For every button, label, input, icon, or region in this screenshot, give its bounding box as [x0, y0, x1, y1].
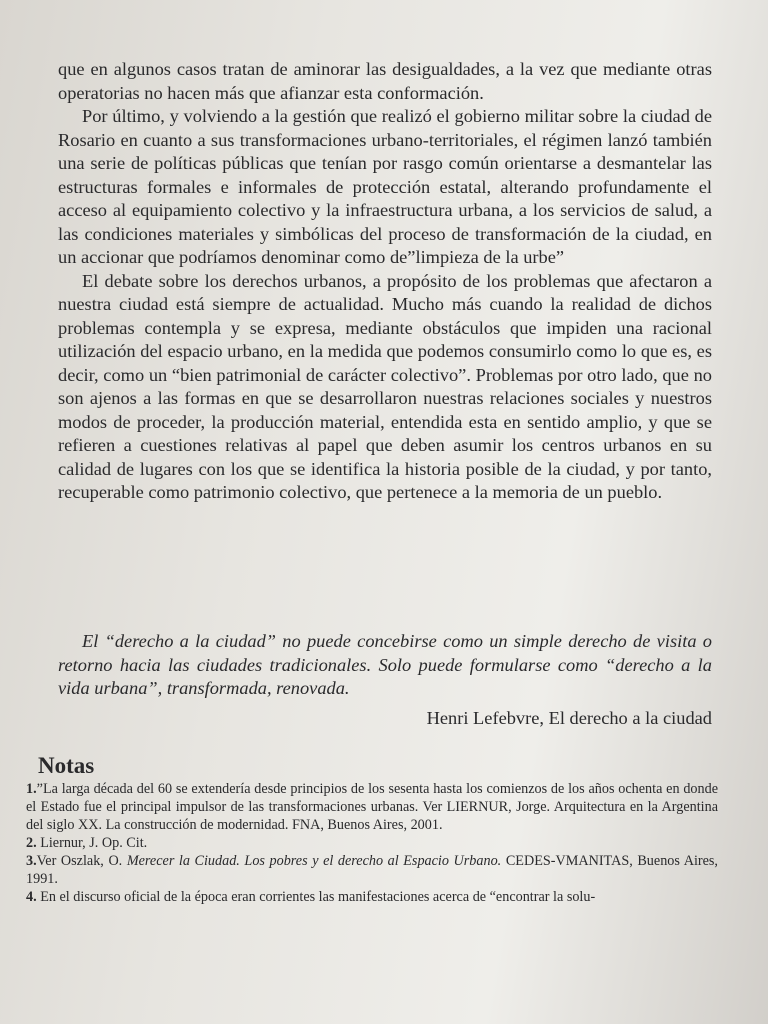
note-text: ”La larga década del 60 se extendería desde principios de los sesenta hasta los comienzos de los años ochenta en donde el Estado fue el principal impulsor de las transformaciones urbanas. Ver LIERNUR, Jorge. Arquitectura en la Argentina del siglo XX. La construcción de modernidad. FNA, Buenos Aires, 2001.	[26, 781, 718, 833]
note-text: Liernur, J. Op. Cit.	[36, 835, 148, 851]
quote-attribution: Henri Lefebvre, El derecho a la ciudad	[426, 708, 712, 728]
note-3	[26, 852, 718, 888]
notes-list	[26, 780, 718, 906]
paragraph-2: Por último, y volviendo a la gestión que realizó el gobierno militar sobre la ciudad de Rosario en cuanto a sus transformaciones urbano-territoriales, el régimen lanzó también una serie de políticas públicas que tenían por rasgo común orientarse a desmantelar las estructuras formales e informales de protección estatal, alterando profundamente el acceso al equipamiento colectivo y la infraestructura urbana, a los servicios de salud, a las condiciones materiales y simbólicas del proceso de transformación de la ciudad, en un accionar que podríamos denominar como de”limpieza de la urbe”	[58, 106, 712, 267]
note-text-end: CEDES-VMANITAS, Buenos Aires, 1991.	[26, 853, 718, 887]
body-text	[58, 58, 712, 505]
note-number: 4.	[26, 889, 37, 905]
quote-text: El “derecho a la ciudad” no puede concebirse como un simple derecho de visita o retorno hacia las ciudades tradicionales. Solo puede formularse como “derecho a la vida urbana”, transformada, renovada.	[58, 631, 712, 698]
note-number: 3.	[26, 853, 37, 869]
note-2	[26, 834, 718, 852]
note-number: 2.	[26, 835, 37, 851]
notes-title: Notas	[38, 753, 95, 778]
paragraph-3: El debate sobre los derechos urbanos, a propósito de los problemas que afectaron a nuestra ciudad está siempre de actualidad. Mucho más cuando la realidad de dichos problemas contempla y se expresa, mediante obstáculos que impiden una racional utilización del espacio urbano, en la medida que podemos consumirlo como lo que es, es decir, como un “bien patrimonial de carácter colectivo”. Problemas por otro lado, que no son ajenos a las formas en que se desarrollaron nuestras relaciones sociales y nuestros modos de proceder, la producción material, entendida esta en sentido amplio, y que se refieren a cuestiones relativas al papel que deben asumir los centros urbanos en su calidad de lugares con los que se identifica la historia posible de la ciudad, y por tanto, recuperable como patrimonio colectivo, que pertenece a la memoria de un pueblo.	[58, 270, 712, 502]
note-italic-title: Merecer la Ciudad. Los pobres y el derecho al Espacio Urbano.	[126, 853, 502, 869]
paragraph-1: que en algunos casos tratan de aminorar las desigualdades, a la vez que mediante otras operatorias no hacen más que afianzar esta conformación.	[58, 59, 712, 103]
epigraph-quote	[58, 630, 712, 701]
note-text: Ver Oszlak, O.	[36, 853, 127, 869]
note-4	[26, 888, 718, 906]
note-text: En el discurso oficial de la época eran corrientes las manifestaciones acerca de “encontrar la solu-	[36, 889, 596, 905]
note-1	[26, 780, 718, 834]
note-number: 1.	[26, 781, 37, 797]
